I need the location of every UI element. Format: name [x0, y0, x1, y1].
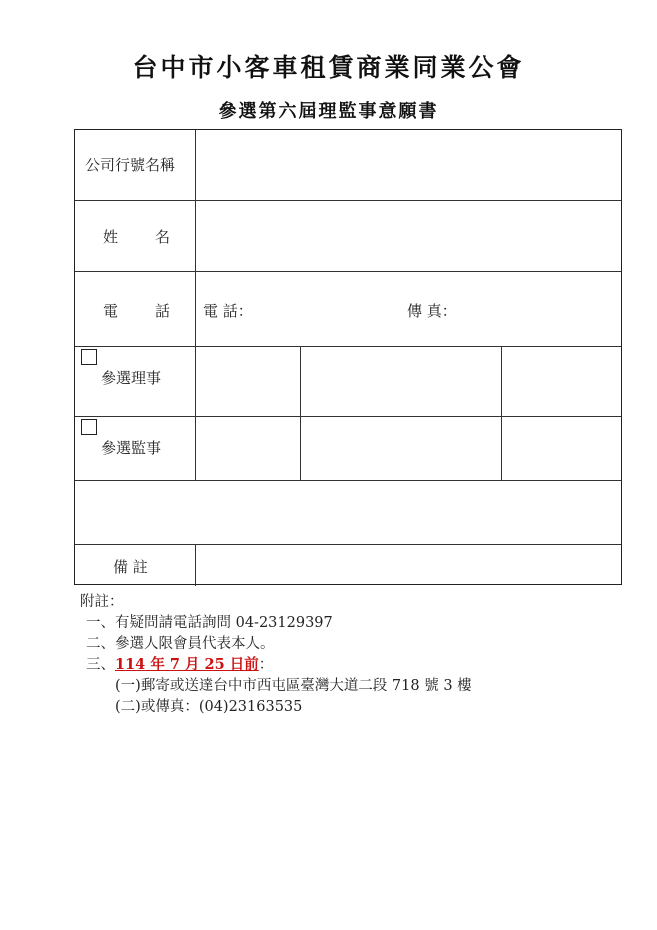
fax-field-label: 傳 真： — [407, 302, 457, 320]
blank-row — [75, 481, 621, 544]
phone-field-label: 電 話： — [203, 302, 253, 320]
deadline-date: 114 年 7 月 25 日前 — [115, 656, 259, 673]
notes-heading: 附註： — [80, 594, 124, 610]
name-label-char2: 名 — [155, 228, 171, 246]
supervisor-checkbox[interactable] — [81, 419, 97, 435]
company-name-field[interactable] — [196, 130, 621, 200]
note-item-2: 二、參選人限會員代表本人。 — [86, 636, 275, 652]
note-item-3 — [86, 653, 273, 674]
note-item-1: 一、有疑問請電話詢問 04-23129397 — [86, 615, 333, 631]
company-name-label: 公司行號名稱 — [85, 156, 176, 174]
row-divider — [75, 271, 621, 272]
name-label-char1: 姓 — [103, 228, 119, 246]
cell-divider — [300, 346, 301, 480]
note-item-3-sub2: (二)或傳真：(04)23163535 — [115, 699, 303, 715]
phone-label-char2: 話 — [155, 302, 171, 320]
document-title: 台中市小客車租賃商業同業公會 — [132, 53, 525, 82]
row-divider — [75, 416, 621, 417]
cell-divider — [501, 346, 502, 480]
row-divider — [75, 346, 621, 347]
phone-label-char1: 電 — [103, 302, 119, 320]
note-item-3-sub1: (一)郵寄或送達台中市西屯區臺灣大道二段 718 號 3 樓 — [115, 678, 472, 694]
supervisor-option-label: 參選監事 — [101, 439, 162, 457]
director-option-label: 參選理事 — [101, 369, 162, 387]
note-item-3-prefix: 三、 — [86, 657, 115, 673]
application-form-table — [74, 129, 622, 585]
remarks-field[interactable] — [196, 545, 621, 585]
document-subtitle: 參選第六屆理監事意願書 — [218, 101, 439, 122]
remarks-label: 備 註 — [113, 558, 148, 576]
name-field[interactable] — [196, 201, 621, 271]
note-item-3-suffix: ： — [258, 657, 274, 673]
director-checkbox[interactable] — [81, 349, 97, 365]
